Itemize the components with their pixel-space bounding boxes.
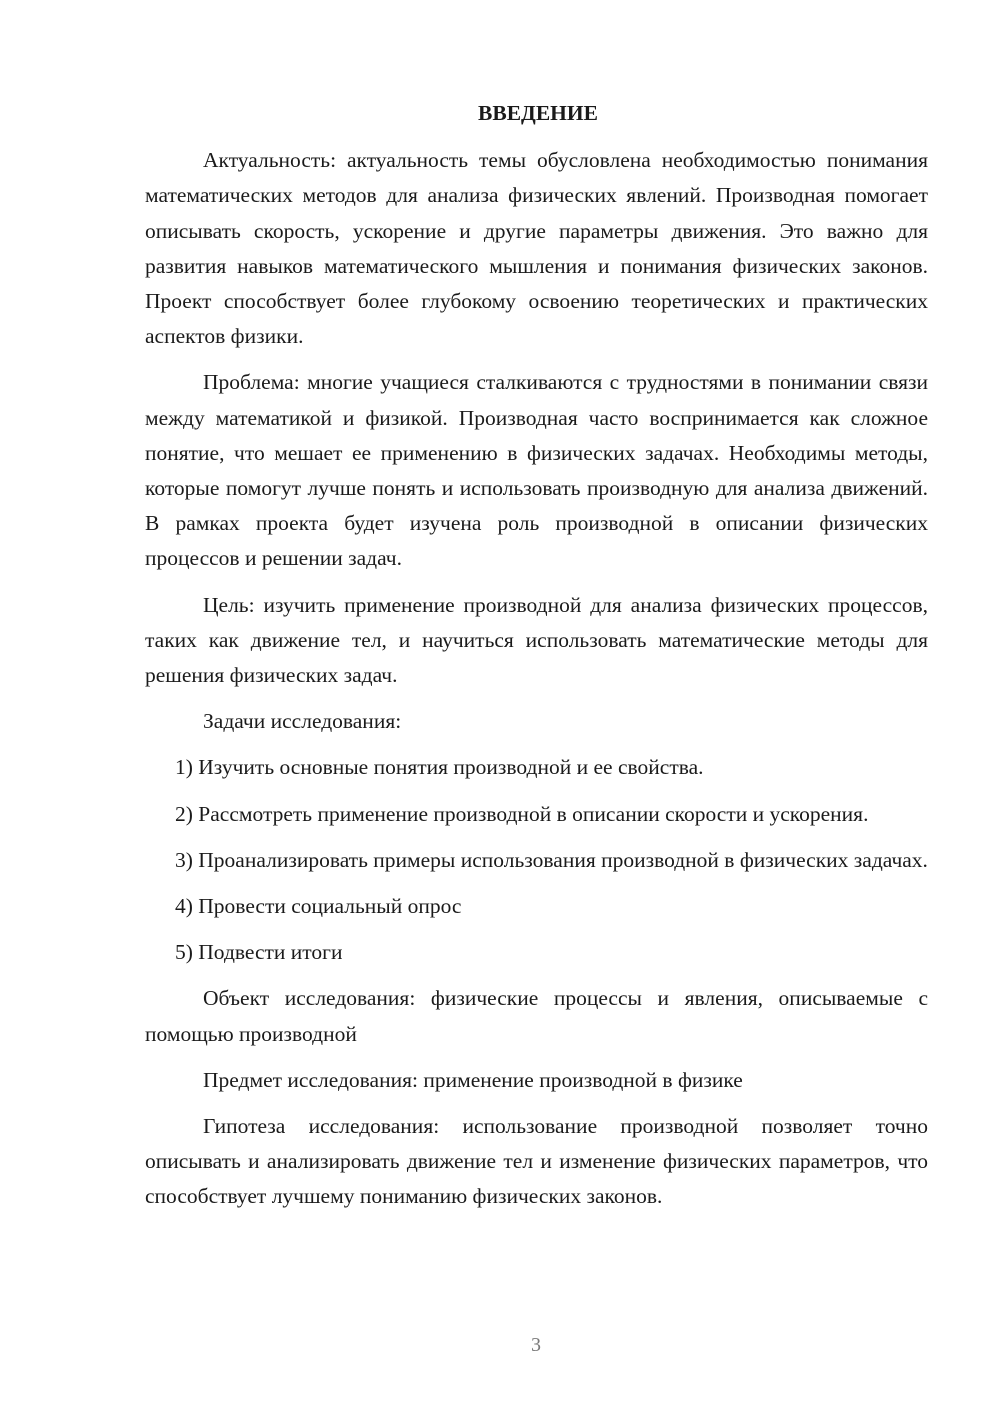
task-item: 5) Подвести итоги	[175, 940, 343, 965]
task-item: 1) Изучить основные понятия производной и ее свойства.	[175, 755, 704, 780]
paragraph-hypothesis: Гипотеза исследования: использование производной позволяет точно описывать и анализировать движение тел и изменение физических параметров, что способствует лучшему пониманию физических законов.	[145, 1114, 928, 1209]
task-item: 4) Провести социальный опрос	[175, 894, 462, 919]
task-item: 2) Рассмотреть применение производной в описании скорости и ускорения.	[175, 801, 869, 826]
paragraph-problem: Проблема: многие учащиеся сталкиваются с трудностями в понимании связи между математикой и физикой. Производная часто воспринимается как сложное понятие, что мешает ее применению в физических задачах. Необходимы методы, которые помогут лучше понять и использовать производную для анализа движений. В рамках проекта будет изучена роль производной в описании физических процессов и решении задач.	[145, 370, 928, 571]
page-number: 3	[531, 1334, 541, 1356]
document-title: ВВЕДЕНИЕ	[478, 101, 598, 125]
paragraph-goal: Цель: изучить применение производной для анализа физических процессов, таких как движение тел, и научиться использовать математические методы для решения физических задач.	[145, 592, 928, 688]
task-item: 3) Проанализировать примеры использования производной в физических задачах.	[175, 847, 928, 872]
document-page	[145, 96, 928, 1215]
paragraph-object: Объект исследования: физические процессы и явления, описываемые с помощью производной	[145, 986, 928, 1046]
paragraph-subject: Предмет исследования: применение производной в физике	[203, 1067, 743, 1092]
tasks-heading: Задачи исследования:	[203, 709, 402, 734]
paragraph-relevance: Актуальность: актуальность темы обусловлена необходимостью понимания математических методов для анализа физических явлений. Производная помогает описывать скорость, ускорение и другие параметры движения. Это важно для развития навыков математического мышления и понимания физических законов. Проект способствует более глубокому освоению теоретических и практических аспектов физики.	[145, 148, 928, 349]
